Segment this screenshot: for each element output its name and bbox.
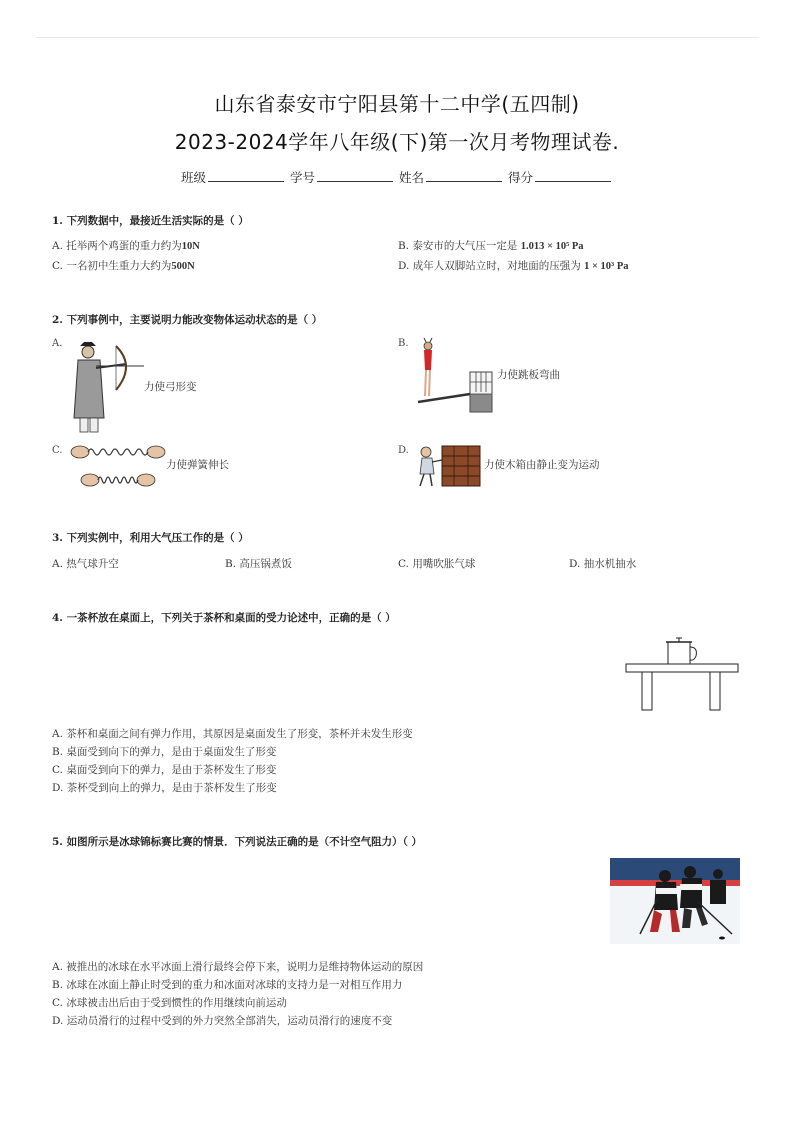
- diver-springboard-image: [414, 336, 496, 418]
- name-blank[interactable]: [426, 169, 502, 182]
- q1-option-c-value: 500N: [171, 261, 195, 272]
- top-rule: [36, 37, 758, 38]
- q1-option-b-text: B. 泰安市的大气压一定是: [398, 240, 518, 252]
- q1-option-b-value: 1.013 × 10⁵ Pa: [520, 241, 584, 252]
- q5-option-d[interactable]: D. 运动员滑行的过程中受到的外力突然全部消失，运动员滑行的速度不变: [52, 1015, 393, 1027]
- q5-option-c[interactable]: C. 冰球被击出后由于受到惯性的作用继续向前运动: [52, 997, 287, 1009]
- q5-option-a[interactable]: A. 被推出的冰球在水平冰面上滑行最终会停下来，说明力是维持物体运动的原因: [52, 961, 424, 973]
- q4-option-c[interactable]: C. 桌面受到向下的弹力，是由于茶杯发生了形变: [52, 764, 277, 776]
- hands-stretching-spring-image: [70, 442, 166, 492]
- class-label: 班级: [180, 170, 206, 185]
- name-label: 姓名: [398, 170, 424, 185]
- q2-option-a-label[interactable]: A.: [52, 338, 63, 349]
- score-blank[interactable]: [535, 169, 611, 182]
- teacup-on-table-figure: [622, 634, 742, 714]
- question-2-stem: 2. 下列事例中，主要说明力能改变物体运动状态的是（ ）: [52, 314, 323, 326]
- question-4-stem: 4. 一茶杯放在桌面上，下列关于茶杯和桌面的受力论述中，正确的是（ ）: [52, 612, 396, 624]
- student-info-fields: [0, 168, 794, 186]
- q3-option-b[interactable]: B. 高压锅煮饭: [225, 558, 292, 570]
- q1-option-d-text: D. 成年人双脚站立时，对地面的压强为: [398, 260, 581, 272]
- q1-option-c-text: C. 一名初中生重力大约为: [52, 260, 172, 272]
- q2-option-b-caption: 力使跳板弯曲: [497, 369, 560, 381]
- q3-option-d[interactable]: D. 抽水机抽水: [569, 558, 637, 570]
- q3-option-c[interactable]: C. 用嘴吹胀气球: [398, 558, 476, 570]
- q1-option-a[interactable]: [52, 238, 200, 253]
- child-pushing-crate-image: [414, 440, 484, 490]
- id-blank[interactable]: [317, 169, 393, 182]
- q5-option-b[interactable]: B. 冰球在冰面上静止时受到的重力和冰面对冰球的支持力是一对相互作用力: [52, 979, 403, 991]
- exam-title-line1: 山东省泰安市宁阳县第十二中学(五四制): [214, 92, 580, 116]
- archer-drawing-bow-image: [66, 338, 146, 438]
- exam-title-line2: 2023-2024学年八年级(下)第一次月考物理试卷.: [174, 130, 620, 154]
- q2-option-c-caption: 力使弹簧伸长: [166, 459, 229, 471]
- class-blank[interactable]: [208, 169, 284, 182]
- q2-option-a-caption: 力使弓形变: [144, 381, 197, 393]
- q1-option-d-value: 1 × 10³ Pa: [584, 261, 629, 272]
- q2-option-d-label[interactable]: D.: [398, 445, 409, 456]
- score-label: 得分: [507, 170, 533, 185]
- question-3-stem: 3. 下列实例中，利用大气压工作的是（ ）: [52, 532, 249, 544]
- question-5-stem: 5. 如图所示是冰球锦标赛比赛的情景．下列说法正确的是（不计空气阻力）（ ）: [52, 836, 423, 848]
- q2-option-d-caption: 力使木箱由静止变为运动: [484, 459, 600, 471]
- q4-option-b[interactable]: B. 桌面受到向下的弹力，是由于桌面发生了形变: [52, 746, 277, 758]
- q4-option-a[interactable]: A. 茶杯和桌面之间有弹力作用，其原因是桌面发生了形变，茶杯并未发生形变: [52, 728, 413, 740]
- ice-hockey-players-photo: [610, 858, 740, 944]
- q1-option-a-text: A. 托举两个鸡蛋的重力约为: [52, 240, 182, 252]
- q1-option-d[interactable]: [398, 258, 628, 273]
- q1-option-c[interactable]: [52, 258, 195, 273]
- q3-option-a[interactable]: A. 热气球升空: [52, 558, 119, 570]
- question-1-stem: 1. 下列数据中，最接近生活实际的是（ ）: [52, 215, 249, 227]
- q2-option-b-label[interactable]: B.: [398, 338, 409, 349]
- q1-option-a-value: 10N: [181, 241, 200, 252]
- q4-option-d[interactable]: D. 茶杯受到向上的弹力，是由于茶杯发生了形变: [52, 782, 277, 794]
- q1-option-b[interactable]: [398, 238, 584, 253]
- id-label: 学号: [289, 170, 315, 185]
- q2-option-c-label[interactable]: C.: [52, 445, 63, 456]
